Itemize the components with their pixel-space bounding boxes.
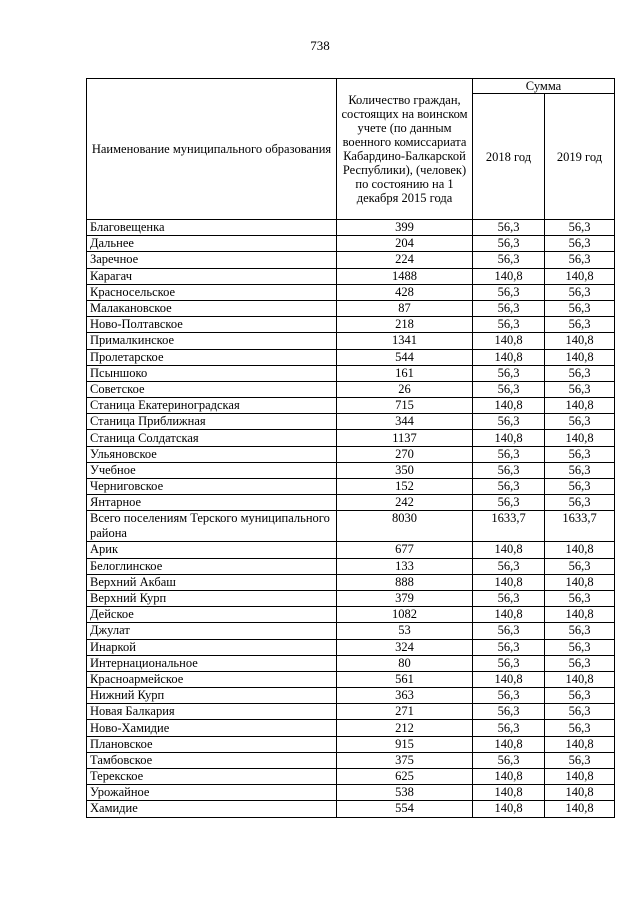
municipality-name: Интернациональное: [87, 655, 337, 671]
table-header: [87, 79, 615, 220]
citizen-count: 1082: [337, 607, 473, 623]
sum-2019: 56,3: [545, 720, 615, 736]
citizen-count: 271: [337, 704, 473, 720]
sum-2019: 140,8: [545, 430, 615, 446]
municipality-name: Джулат: [87, 623, 337, 639]
citizen-count: 53: [337, 623, 473, 639]
municipality-name: Дейское: [87, 607, 337, 623]
header-sum: Сумма: [473, 79, 615, 94]
table-row: [87, 479, 615, 495]
sum-2019: 140,8: [545, 736, 615, 752]
municipality-name: Благовещенка: [87, 220, 337, 236]
sum-2018: 56,3: [473, 252, 545, 268]
sum-2018: 56,3: [473, 381, 545, 397]
citizen-count: 224: [337, 252, 473, 268]
citizen-count: 270: [337, 446, 473, 462]
municipality-name: Красносельское: [87, 284, 337, 300]
municipality-name: Плановское: [87, 736, 337, 752]
sum-2018: 1633,7: [473, 511, 545, 542]
table-row: [87, 542, 615, 558]
municipality-name: Дальнее: [87, 236, 337, 252]
table-row: [87, 300, 615, 316]
table-row: [87, 736, 615, 752]
citizen-count: 1137: [337, 430, 473, 446]
municipality-name: Черниговское: [87, 479, 337, 495]
table-row: [87, 333, 615, 349]
table-row: [87, 236, 615, 252]
citizen-count: 375: [337, 752, 473, 768]
sum-2019: 56,3: [545, 688, 615, 704]
sum-2018: 140,8: [473, 769, 545, 785]
sum-2018: 56,3: [473, 317, 545, 333]
table-row: [87, 446, 615, 462]
header-2018: 2018 год: [473, 94, 545, 220]
sum-2018: 140,8: [473, 542, 545, 558]
sum-2018: 56,3: [473, 720, 545, 736]
table-row: [87, 574, 615, 590]
citizen-count: 915: [337, 736, 473, 752]
header-municipality: Наименование муниципального образования: [87, 79, 337, 220]
citizen-count: 379: [337, 590, 473, 606]
sum-2018: 56,3: [473, 220, 545, 236]
table-row: [87, 284, 615, 300]
municipality-name: Верхний Акбаш: [87, 574, 337, 590]
municipality-name: Ульяновское: [87, 446, 337, 462]
municipality-name: Арик: [87, 542, 337, 558]
citizen-count: 152: [337, 479, 473, 495]
citizen-count: 218: [337, 317, 473, 333]
table-row: [87, 317, 615, 333]
citizen-count: 324: [337, 639, 473, 655]
header-2019: 2019 год: [545, 94, 615, 220]
sum-2018: 140,8: [473, 398, 545, 414]
sum-2018: 56,3: [473, 414, 545, 430]
citizen-count: 544: [337, 349, 473, 365]
sum-2018: 56,3: [473, 462, 545, 478]
sum-2019: 140,8: [545, 349, 615, 365]
table-row: [87, 462, 615, 478]
sum-2018: 56,3: [473, 704, 545, 720]
sum-2018: 140,8: [473, 801, 545, 817]
table-row: [87, 639, 615, 655]
citizen-count: 363: [337, 688, 473, 704]
sum-2019: 140,8: [545, 268, 615, 284]
municipality-name: Инаркой: [87, 639, 337, 655]
sum-2018: 140,8: [473, 349, 545, 365]
sum-2019: 140,8: [545, 785, 615, 801]
sum-2018: 140,8: [473, 333, 545, 349]
sum-2018: 56,3: [473, 284, 545, 300]
table-row: [87, 704, 615, 720]
municipality-name: Малакановское: [87, 300, 337, 316]
municipality-name: Ново-Хамидие: [87, 720, 337, 736]
municipality-name: Белоглинское: [87, 558, 337, 574]
sum-2018: 140,8: [473, 268, 545, 284]
citizen-count: 212: [337, 720, 473, 736]
table-row: [87, 785, 615, 801]
sum-2018: 140,8: [473, 430, 545, 446]
sum-2019: 56,3: [545, 220, 615, 236]
sum-2018: 56,3: [473, 446, 545, 462]
table-row: [87, 268, 615, 284]
sum-2019: 56,3: [545, 284, 615, 300]
table-row: [87, 430, 615, 446]
table-row: [87, 220, 615, 236]
table-row: [87, 623, 615, 639]
sum-2018: 140,8: [473, 574, 545, 590]
citizen-count: 242: [337, 495, 473, 511]
table-row: [87, 590, 615, 606]
sum-2019: 56,3: [545, 462, 615, 478]
municipality-name: Учебное: [87, 462, 337, 478]
sum-2019: 56,3: [545, 704, 615, 720]
municipality-name: Янтарное: [87, 495, 337, 511]
citizen-count: 428: [337, 284, 473, 300]
sum-2019: 140,8: [545, 542, 615, 558]
citizen-count: 204: [337, 236, 473, 252]
sum-2018: 56,3: [473, 688, 545, 704]
municipality-name: Всего поселениям Терского муниципального района: [87, 511, 337, 542]
citizen-count: 344: [337, 414, 473, 430]
municipality-name: Заречное: [87, 252, 337, 268]
sum-2018: 140,8: [473, 736, 545, 752]
municipality-name: Нижний Курп: [87, 688, 337, 704]
table-row: [87, 671, 615, 687]
citizen-count: 554: [337, 801, 473, 817]
sum-2018: 56,3: [473, 623, 545, 639]
table-row: [87, 752, 615, 768]
sum-2019: 56,3: [545, 446, 615, 462]
citizen-count: 1488: [337, 268, 473, 284]
sum-2018: 56,3: [473, 590, 545, 606]
sum-2019: 56,3: [545, 381, 615, 397]
sum-2019: 56,3: [545, 655, 615, 671]
citizen-count: 87: [337, 300, 473, 316]
sum-2018: 56,3: [473, 300, 545, 316]
municipality-name: Ново-Полтавское: [87, 317, 337, 333]
table-row: [87, 252, 615, 268]
sum-2019: 56,3: [545, 590, 615, 606]
table-body: [87, 220, 615, 818]
citizen-count: 161: [337, 365, 473, 381]
page-number: 738: [310, 38, 330, 53]
municipality-name: Урожайное: [87, 785, 337, 801]
table-row: [87, 495, 615, 511]
sum-2019: 140,8: [545, 801, 615, 817]
citizen-count: 538: [337, 785, 473, 801]
sum-2018: 56,3: [473, 558, 545, 574]
municipal-table: [86, 78, 615, 818]
sum-2019: 140,8: [545, 574, 615, 590]
sum-2019: 140,8: [545, 333, 615, 349]
sum-2019: 56,3: [545, 479, 615, 495]
table-row: [87, 365, 615, 381]
sum-2018: 140,8: [473, 607, 545, 623]
sum-2019: 140,8: [545, 671, 615, 687]
municipality-name: Псыншоко: [87, 365, 337, 381]
table-row-total: [87, 511, 615, 542]
municipality-name: Новая Балкария: [87, 704, 337, 720]
citizen-count: 399: [337, 220, 473, 236]
municipality-name: Верхний Курп: [87, 590, 337, 606]
citizen-count: 350: [337, 462, 473, 478]
municipality-name: Хамидие: [87, 801, 337, 817]
sum-2019: 56,3: [545, 317, 615, 333]
citizen-count: 715: [337, 398, 473, 414]
table-row: [87, 558, 615, 574]
table-row: [87, 655, 615, 671]
sum-2018: 140,8: [473, 671, 545, 687]
sum-2019: 140,8: [545, 398, 615, 414]
municipality-name: Тамбовское: [87, 752, 337, 768]
table-row: [87, 769, 615, 785]
header-citizen-count: Количество граждан, состоящих на воинском учете (по данным военного комиссариата Кабардино-Балкарской Республики), (человек) по состоянию на 1 декабря 2015 года: [337, 79, 473, 220]
sum-2019: 56,3: [545, 639, 615, 655]
sum-2019: 56,3: [545, 495, 615, 511]
citizen-count: 561: [337, 671, 473, 687]
sum-2018: 56,3: [473, 365, 545, 381]
table-row: [87, 349, 615, 365]
sum-2019: 56,3: [545, 558, 615, 574]
sum-2019: 56,3: [545, 752, 615, 768]
sum-2018: 56,3: [473, 479, 545, 495]
sum-2019: 56,3: [545, 252, 615, 268]
citizen-count: 26: [337, 381, 473, 397]
sum-2018: 56,3: [473, 495, 545, 511]
sum-2018: 56,3: [473, 639, 545, 655]
table-row: [87, 607, 615, 623]
sum-2018: 56,3: [473, 655, 545, 671]
sum-2019: 56,3: [545, 414, 615, 430]
table-row: [87, 398, 615, 414]
municipality-name: Терекское: [87, 769, 337, 785]
table-row: [87, 414, 615, 430]
sum-2018: 56,3: [473, 236, 545, 252]
sum-2019: 140,8: [545, 769, 615, 785]
sum-2019: 1633,7: [545, 511, 615, 542]
sum-2019: 56,3: [545, 365, 615, 381]
citizen-count: 133: [337, 558, 473, 574]
municipality-name: Красноармейское: [87, 671, 337, 687]
sum-2018: 140,8: [473, 785, 545, 801]
table-row: [87, 720, 615, 736]
table-row: [87, 801, 615, 817]
citizen-count: 625: [337, 769, 473, 785]
sum-2019: 140,8: [545, 607, 615, 623]
sum-2019: 56,3: [545, 236, 615, 252]
municipality-name: Советское: [87, 381, 337, 397]
sum-2018: 56,3: [473, 752, 545, 768]
municipality-name: Станица Солдатская: [87, 430, 337, 446]
citizen-count: 8030: [337, 511, 473, 542]
table-row: [87, 381, 615, 397]
citizen-count: 80: [337, 655, 473, 671]
municipality-name: Пролетарское: [87, 349, 337, 365]
municipality-name: Карагач: [87, 268, 337, 284]
sum-2019: 56,3: [545, 300, 615, 316]
citizen-count: 1341: [337, 333, 473, 349]
citizen-count: 888: [337, 574, 473, 590]
municipality-name: Прималкинское: [87, 333, 337, 349]
sum-2019: 56,3: [545, 623, 615, 639]
citizen-count: 677: [337, 542, 473, 558]
municipality-name: Станица Екатериноградская: [87, 398, 337, 414]
table-row: [87, 688, 615, 704]
municipality-name: Станица Приближная: [87, 414, 337, 430]
